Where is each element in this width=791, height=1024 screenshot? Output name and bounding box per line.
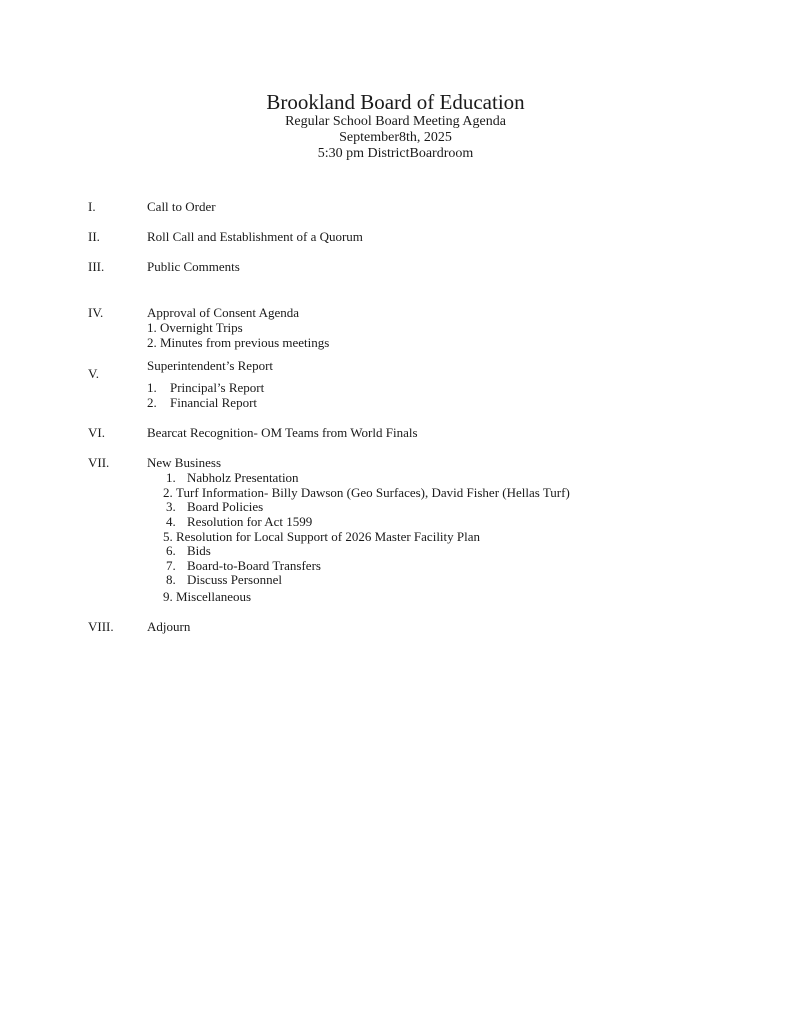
subitem-number: 2. [163,485,173,500]
agenda-item-public-comments: Public Comments [147,259,240,274]
agenda-item-call-to-order: Call to Order [147,199,216,214]
subitem-number: 6. [166,543,176,558]
new-business-subitem [163,589,251,604]
subitem-number: 4. [166,514,176,529]
subitem-number: 3. [166,499,176,514]
agenda-item-adjourn: Adjourn [147,619,191,634]
subitem-text: Nabholz Presentation [187,470,299,485]
agenda-item-superintendent-report: Superintendent’s Report [147,358,274,373]
subitem-number: 8. [166,572,176,587]
new-business-subitem [166,470,299,485]
new-business-subitem [166,514,312,529]
document-subtitle: Regular School Board Meeting Agenda [285,114,506,129]
meeting-time-place: 5:30 pm DistrictBoardroom [317,146,474,161]
agenda-item-consent-agenda: Approval of Consent Agenda [147,305,300,320]
subitem-number: 5. [163,529,173,544]
subitem-text: Discuss Personnel [187,572,282,587]
agenda-numeral-v: V. [88,366,99,381]
new-business-subitem [163,485,570,500]
subitem-text: Turf Information- Billy Dawson (Geo Surfaces), David Fisher (Hellas Turf) [176,485,570,500]
new-business-subitem [166,558,321,573]
consent-subitem: 2. Minutes from previous meetings [147,335,330,350]
agenda-numeral-i: I. [88,199,96,214]
subitem-number: 2. [147,395,157,410]
report-subitem [147,395,257,410]
agenda-item-roll-call: Roll Call and Establishment of a Quorum [147,229,363,244]
subitem-text: Miscellaneous [176,589,252,604]
subitem-text: Resolution for Local Support of 2026 Master Facility Plan [176,529,481,544]
subitem-text: Board-to-Board Transfers [187,558,321,573]
agenda-numeral-ii: II. [88,229,100,244]
agenda-numeral-vii: VII. [88,455,110,470]
agenda-header [0,90,791,162]
subitem-number: 7. [166,558,176,573]
meeting-date: September8th, 2025 [339,130,452,145]
new-business-subitem [163,529,480,544]
subitem-number: 1. [166,470,176,485]
agenda-item-new-business: New Business [147,455,222,470]
subitem-text: Bids [187,543,211,558]
agenda-numeral-iii: III. [88,259,105,274]
subitem-text: Financial Report [170,395,258,410]
subitem-text: Board Policies [187,499,264,514]
agenda-numeral-iv: IV. [88,305,104,320]
agenda-item-bearcat-recognition: Bearcat Recognition- OM Teams from World Finals [147,425,418,440]
subitem-number: 9. [163,589,173,604]
consent-subitem: 1. Overnight Trips [147,320,243,335]
agenda-numeral-vi: VI. [88,425,105,440]
report-subitem [147,380,264,395]
new-business-subitem [166,499,263,514]
subitem-number: 1. [147,380,157,395]
new-business-subitem [166,572,282,587]
subitem-text: Principal’s Report [170,380,265,395]
new-business-subitem [166,543,211,558]
subitem-text: Resolution for Act 1599 [187,514,313,529]
agenda-numeral-viii: VIII. [88,619,114,634]
document-title: Brookland Board of Education [266,90,525,114]
